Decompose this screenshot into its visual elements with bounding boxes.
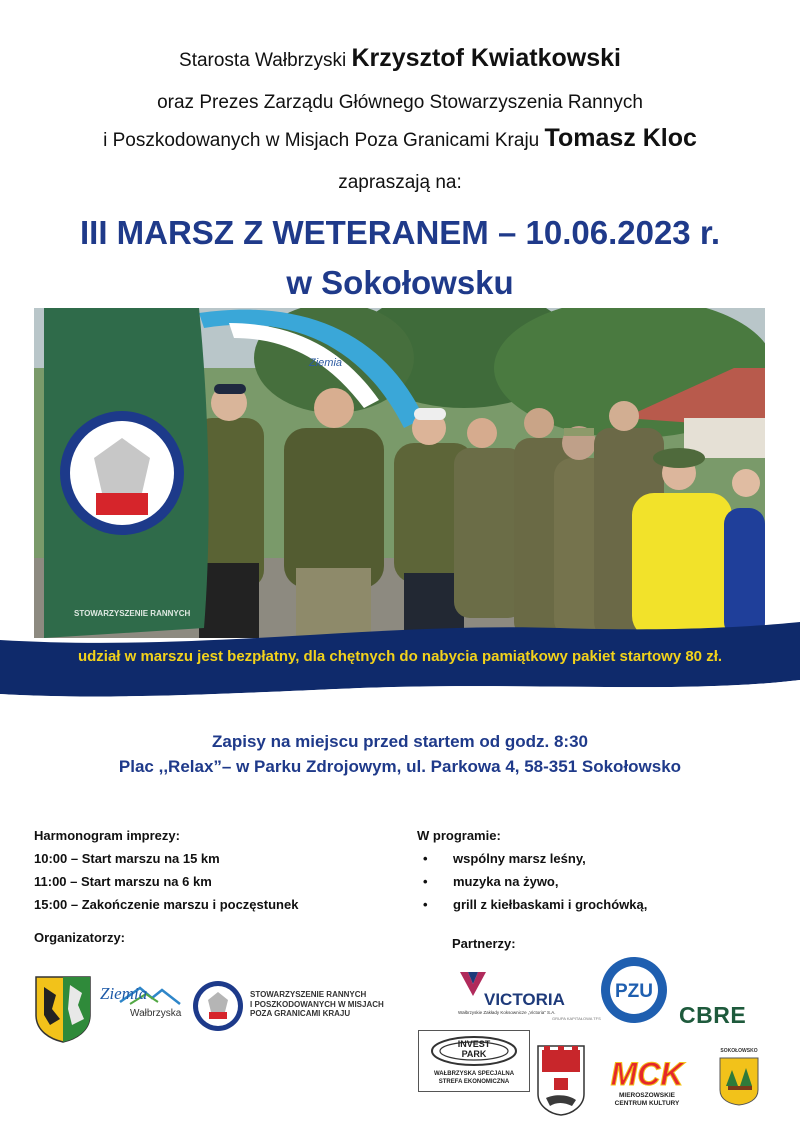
schedule-item: 15:00 – Zakończenie marszu i poczęstunek bbox=[34, 897, 299, 912]
sokolowsko-logo bbox=[716, 1048, 762, 1106]
schedule bbox=[34, 824, 298, 916]
event-title: III MARSZ Z WETERANEM – 10.06.2023 r. bbox=[79, 214, 721, 251]
ziemia-walbrzyska-logo bbox=[100, 982, 188, 1022]
schedule-item: 11:00 – Start marszu na 6 km bbox=[34, 874, 212, 889]
program-item: • wspólny marsz leśny, bbox=[417, 847, 647, 870]
invest-park-logo bbox=[418, 1030, 530, 1092]
mck-subtitle-2: CENTRUM KULTURY bbox=[614, 1100, 680, 1107]
mck-word: MCK bbox=[610, 1056, 684, 1092]
pzu-logo-icon bbox=[600, 956, 668, 1024]
invest-word: INVEST bbox=[457, 1039, 491, 1049]
program-item: • muzyka na żywo, bbox=[417, 870, 647, 893]
ziemia-word: Ziemia bbox=[100, 984, 148, 1003]
pzu-word: PZU bbox=[615, 981, 653, 1002]
intro-line-3-text: i Poszkodowanych w Misjach Poza Granicami Kraju bbox=[103, 130, 545, 151]
mck-subtitle-1: MIEROSZOWSKIE bbox=[619, 1092, 675, 1099]
intro-line-1 bbox=[0, 44, 800, 73]
intro-line-4: zapraszają na: bbox=[338, 172, 462, 193]
intro-line-2: oraz Prezes Zarządu Głównego Stowarzyszenia Rannych bbox=[157, 92, 643, 113]
free-participation-note: udział w marszu jest bezpłatny, dla chętnych do nabycia pamiątkowy pakiet startowy 80 zł. bbox=[77, 648, 723, 665]
schedule-heading: Harmonogram imprezy: bbox=[34, 828, 180, 843]
banner-text: STOWARZYSZENIE RANNYCH bbox=[74, 609, 191, 618]
park-word: PARK bbox=[461, 1049, 487, 1059]
mieroszow-crest-icon bbox=[536, 1044, 586, 1116]
walbrzyska-word: Wałbrzyska bbox=[130, 1008, 182, 1019]
invest-subtitle-2: STREFA EKONOMICZNA bbox=[438, 1079, 510, 1085]
organizers-label: Organizatorzy: bbox=[34, 930, 126, 945]
association-emblem-icon bbox=[192, 980, 244, 1032]
association-name-line: I POSZKODOWANYCH W MISJACH bbox=[250, 999, 384, 1009]
victoria-subtitle: Wałbrzyskie Zakłady Koksownicze „Victoria” S.A. bbox=[458, 1010, 556, 1015]
victoria-word: VICTORIA bbox=[484, 990, 565, 1009]
invest-subtitle-1: WAŁBRZYSKA SPECJALNA bbox=[433, 1071, 515, 1077]
photo-illustration bbox=[34, 308, 765, 638]
sokolowsko-word: SOKOŁOWSKO bbox=[720, 1048, 758, 1054]
partners-label: Partnerzy: bbox=[452, 936, 516, 951]
event-location: w Sokołowsku bbox=[286, 264, 514, 301]
event-photo bbox=[34, 308, 765, 638]
prezes-name: Tomasz Kloc bbox=[544, 124, 697, 152]
registration-time: Zapisy na miejscu przed startem od godz. 8:30 bbox=[212, 732, 588, 751]
arch-text: Ziemia bbox=[309, 357, 343, 369]
starosta-name: Krzysztof Kwiatkowski bbox=[351, 44, 621, 72]
victoria-group: GRUPA KAPITAŁOWA TFS bbox=[552, 1016, 601, 1021]
victoria-logo bbox=[458, 968, 601, 1021]
mck-logo bbox=[602, 1056, 692, 1108]
association-name bbox=[250, 990, 384, 1019]
intro-line-3 bbox=[0, 124, 800, 153]
sokolowsko-crest-icon bbox=[716, 1056, 762, 1106]
schedule-item: 10:00 – Start marszu na 15 km bbox=[34, 851, 220, 866]
registration-place: Plac ,,Relax”– w Parku Zdrojowym, ul. Parkowa 4, 58-351 Sokołowsko bbox=[118, 757, 682, 776]
association-name-line: STOWARZYSZENIE RANNYCH bbox=[250, 990, 367, 999]
program-list bbox=[417, 847, 647, 916]
association-name-line: POZA GRANICAMI KRAJU bbox=[250, 1009, 351, 1018]
program bbox=[417, 824, 647, 916]
intro-line-1-text: Starosta Wałbrzyski bbox=[179, 50, 352, 71]
cbre-logo: CBRE bbox=[679, 1002, 747, 1028]
program-heading: W programie: bbox=[417, 828, 501, 843]
powiat-walbrzyski-crest-icon bbox=[34, 975, 92, 1043]
program-item: • grill z kiełbaskami i grochówką, bbox=[417, 893, 647, 916]
